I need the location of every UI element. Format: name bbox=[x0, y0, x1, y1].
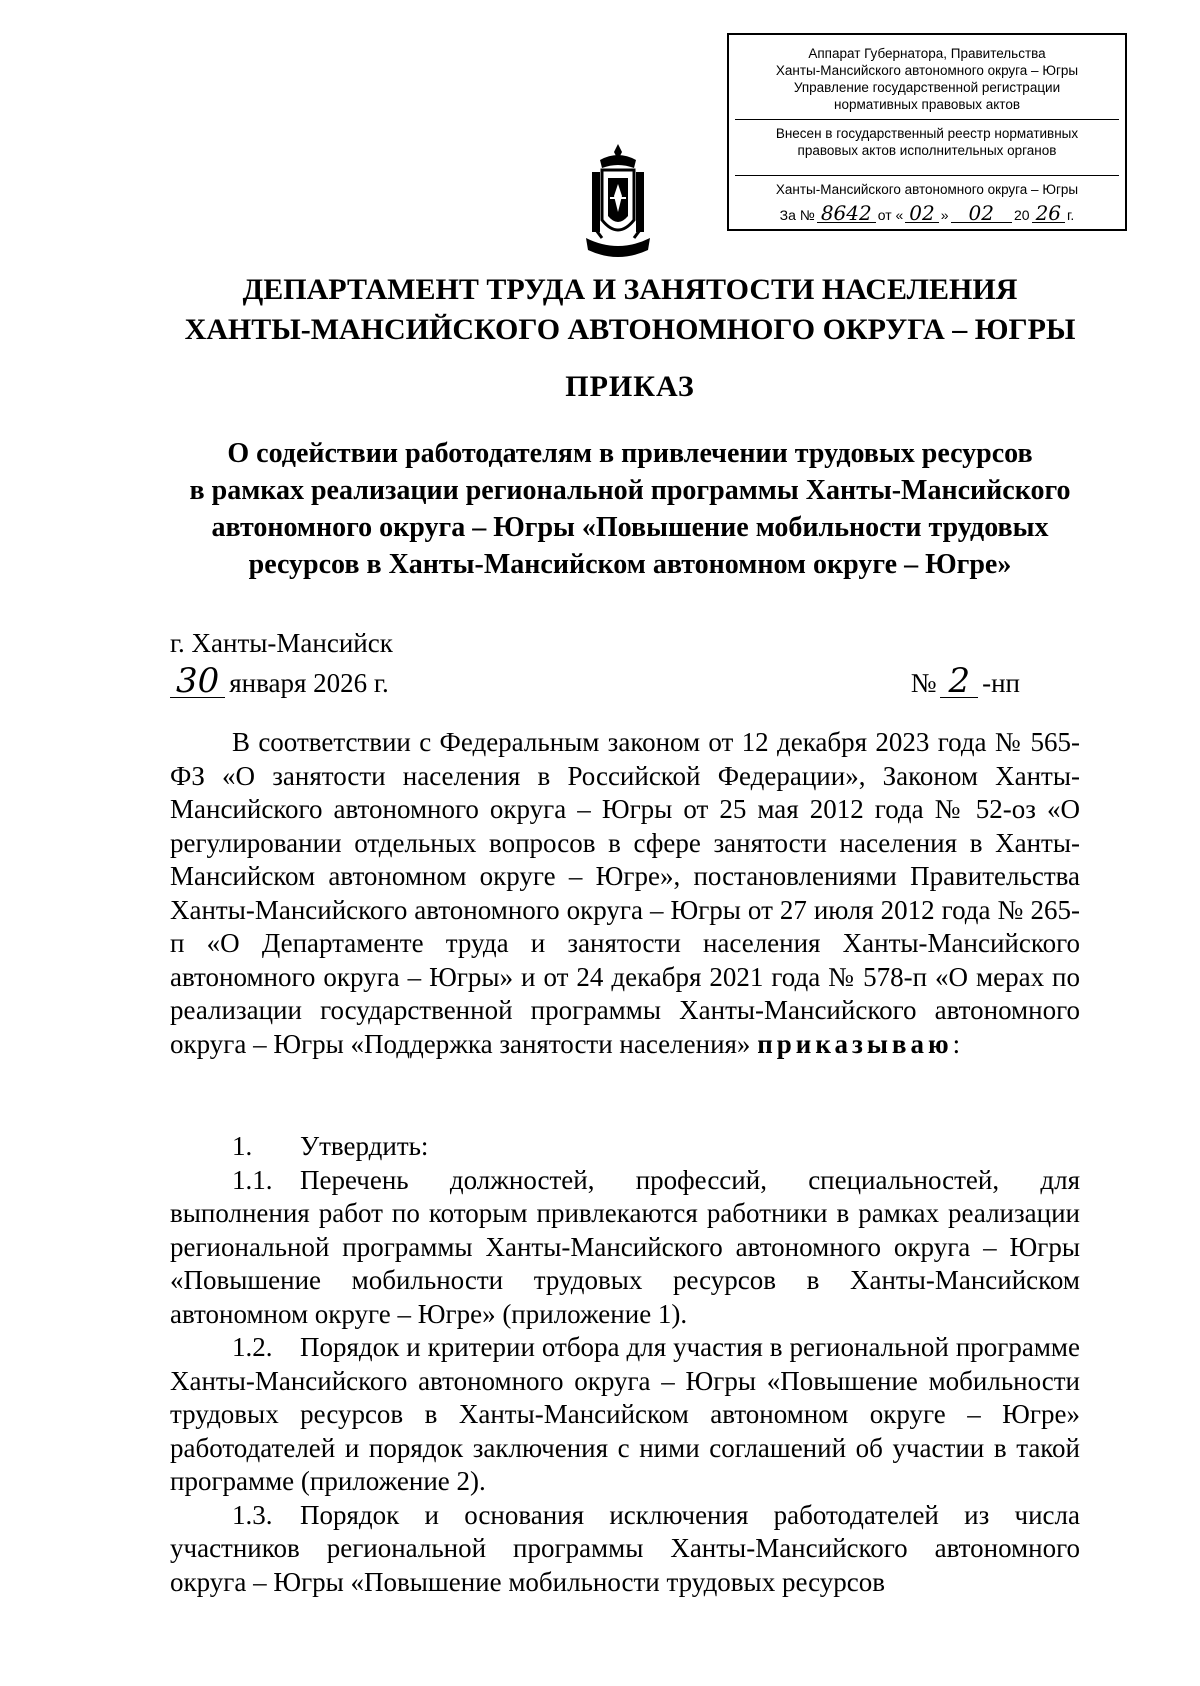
reg-number: 8642 bbox=[817, 205, 876, 223]
order-item bbox=[170, 1130, 1080, 1164]
subject-line: в рамках реализации региональной программы Ханты-Мансийского bbox=[189, 475, 1071, 506]
document-number bbox=[910, 661, 1020, 701]
date-rest: января 2026 г. bbox=[229, 668, 389, 698]
stamp-divider bbox=[735, 175, 1119, 176]
document-subject bbox=[0, 435, 1200, 583]
reg-year: 26 bbox=[1032, 205, 1065, 223]
item-number: 1.3. bbox=[232, 1499, 273, 1530]
reg-year-prefix: 20 bbox=[1014, 207, 1030, 223]
item-text: Порядок и критерии отбора для участия в региональной программе Ханты-Мансийского автономного округа – Югры «Повышение мобильности трудовых ресурсов в Ханты-Мансийском автономном округе – Югре» работодателей и порядок заключения с ними соглашений об участии в такой программе (приложение 2). bbox=[170, 1332, 1080, 1496]
stamp-divider bbox=[735, 119, 1119, 120]
stamp-register-block bbox=[729, 125, 1125, 159]
preamble-text: В соответствии с Федеральным законом от 12 декабря 2023 года № 565-ФЗ «О занятости населения в Российской Федерации», Законом Ханты-Мансийского автономного округа – Югры от 25 мая 2012 года № 52-оз «О регулировании отдельных вопросов в сфере занятости населения в Ханты-Мансийском автономном округе – Югре», постановлениями Правительства Ханты-Мансийского автономного округа – Югры от 27 июля 2012 года № 265-п «О Департаменте труда и занятости населения Ханты-Мансийского автономного округа – Югры» и от 24 декабря 2021 года № 578-п «О мерах по реализации государственной программы Ханты-Мансийского автономного округа – Югры «Поддержка занятости населения» bbox=[170, 727, 1080, 1059]
coat-of-arms-icon bbox=[582, 142, 654, 267]
item-text: Утвердить: bbox=[300, 1131, 429, 1161]
reg-from: от « bbox=[877, 207, 904, 223]
stamp-line: нормативных правовых актов bbox=[833, 97, 1021, 112]
stamp-line: Внесен в государственный реестр нормативных bbox=[775, 126, 1079, 141]
subject-line: автономного округа – Югры «Повышение мобильности трудовых bbox=[211, 512, 1049, 543]
subject-line: О содействии работодателям в привлечении трудовых ресурсов bbox=[227, 438, 1033, 469]
item-text: Порядок и основания исключения работодателей из числа участников региональной программы Ханты-Мансийского автономного округа – Югры «Повышение мобильности трудовых ресурсов bbox=[170, 1499, 1080, 1597]
reg-month: 02 bbox=[951, 205, 1012, 223]
number-value: 2 bbox=[940, 665, 978, 698]
item-text: Перечень должностей, профессий, специальностей, для выполнения работ по которым привлекаются работники в рамках реализации региональной программы Ханты-Мансийского автономного округа – Югры «Повышение мобильности трудовых ресурсов в Ханты-Мансийском автономном округе – Югре» (приложение 1). bbox=[170, 1164, 1080, 1329]
order-item bbox=[170, 1164, 1080, 1332]
item-number: 1.1. bbox=[232, 1164, 273, 1195]
preamble bbox=[170, 726, 1080, 1061]
order-item bbox=[170, 1499, 1080, 1600]
registration-stamp bbox=[727, 33, 1127, 231]
order-colon: : bbox=[952, 1028, 961, 1059]
reg-day: 02 bbox=[905, 205, 938, 223]
stamp-line: Ханты-Мансийского автономного округа – Югры bbox=[775, 63, 1079, 78]
stamp-line: Аппарат Губернатора, Правительства bbox=[808, 46, 1046, 61]
reg-suffix: г. bbox=[1067, 207, 1075, 223]
stamp-authority-block bbox=[729, 45, 1125, 113]
reg-quote: » bbox=[940, 207, 949, 223]
order-item bbox=[170, 1331, 1080, 1499]
reg-prefix: За № bbox=[779, 207, 815, 223]
department-title-line: ДЕПАРТАМЕНТ ТРУДА И ЗАНЯТОСТИ НАСЕЛЕНИЯ bbox=[242, 273, 1018, 306]
order-items bbox=[170, 1130, 1080, 1599]
order-word: приказываю bbox=[757, 1028, 953, 1059]
item-number: 1. bbox=[232, 1131, 253, 1161]
stamp-registration-row bbox=[729, 201, 1125, 225]
number-prefix: № bbox=[910, 668, 937, 698]
stamp-line: Управление государственной регистрации bbox=[793, 80, 1061, 95]
department-title bbox=[0, 270, 1200, 350]
stamp-line: правовых актов исполнительных органов bbox=[797, 143, 1057, 158]
item-number: 1.2. bbox=[232, 1332, 273, 1362]
document-type: ПРИКАЗ bbox=[565, 370, 695, 403]
city: г. Ханты-Мансийск bbox=[170, 628, 393, 658]
subject-line: ресурсов в Ханты-Мансийском автономном округе – Югре» bbox=[248, 549, 1012, 580]
preamble-paragraph bbox=[170, 726, 1080, 1061]
number-suffix: -нп bbox=[982, 668, 1020, 698]
document-date bbox=[170, 661, 389, 701]
date-day: 30 bbox=[170, 665, 225, 698]
department-title-line: ХАНТЫ-МАНСИЙСКОГО АВТОНОМНОГО ОКРУГА – ЮГРЫ bbox=[184, 313, 1076, 346]
stamp-line: Ханты-Мансийского автономного округа – Югры bbox=[775, 182, 1079, 197]
